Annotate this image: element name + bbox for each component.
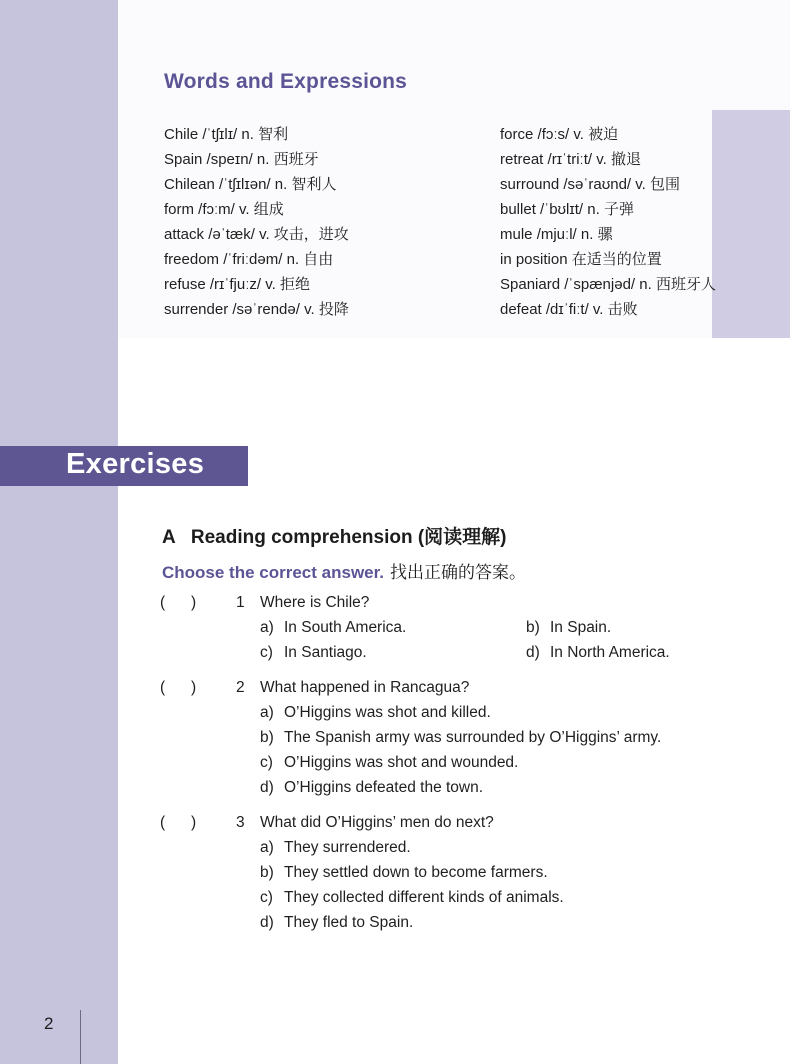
page-number-divider	[80, 1010, 81, 1064]
vocab-entry: form /fɔːm/ v. 组成	[164, 201, 284, 218]
question-stem	[160, 590, 760, 615]
answer-blank[interactable]: ( )	[160, 814, 197, 831]
words-title: Words and Expressions	[164, 70, 408, 93]
options-row	[160, 640, 760, 665]
vocab-entry: Spaniard /ˈspænjəd/ n. 西班牙人	[500, 276, 716, 293]
vocab-list-right	[500, 122, 770, 322]
background-left-strip	[0, 0, 118, 1064]
question-text: What did O’Higgins’ men do next?	[260, 814, 494, 831]
option-a: a) O’Higgins was shot and killed.	[260, 704, 491, 721]
vocab-entry: retreat /rɪˈtriːt/ v. 撤退	[500, 151, 641, 168]
exercises-heading: Exercises	[66, 448, 205, 480]
question-stem	[160, 810, 760, 835]
question-1	[160, 590, 760, 665]
question-3	[160, 810, 760, 935]
option-a: a) They surrendered.	[260, 839, 411, 856]
option-b: b) The Spanish army was surrounded by O’Higgins’ army.	[260, 729, 662, 746]
vocab-entry: Chile /ˈtʃɪlɪ/ n. 智利	[164, 126, 289, 143]
vocab-entry: attack /əˈtæk/ v. 攻击，进攻	[164, 226, 349, 243]
option-c: c) They collected different kinds of animals.	[260, 889, 564, 906]
vocab-entry: mule /mjuːl/ n. 骡	[500, 226, 613, 243]
vocab-entry: surrender /səˈrendə/ v. 投降	[164, 301, 349, 318]
section-a-heading: A Reading comprehension (阅读理解)	[162, 527, 507, 548]
option-b: b) They settled down to become farmers.	[260, 864, 548, 881]
option-d: d) O’Higgins defeated the town.	[260, 779, 484, 796]
vocab-entry: Chilean /ˈtʃɪlɪən/ n. 智利人	[164, 176, 337, 193]
instruction: Choose the correct answer. 找出正确的答案。	[162, 563, 527, 582]
answer-blank[interactable]: ( )	[160, 594, 197, 611]
vocab-entry: freedom /ˈfriːdəm/ n. 自由	[164, 251, 334, 268]
question-text: What happened in Rancagua?	[260, 679, 470, 696]
vocab-entry: force /fɔːs/ v. 被迫	[500, 126, 619, 143]
page-number: 2	[44, 1014, 54, 1033]
option-d: d) They fled to Spain.	[260, 914, 414, 931]
question-text: Where is Chile?	[260, 594, 370, 611]
options-row	[160, 615, 760, 640]
option-d: d) In North America.	[526, 644, 670, 661]
vocab-entry: refuse /rɪˈfjuːz/ v. 拒绝	[164, 276, 310, 293]
vocab-entry: surround /səˈraʊnd/ v. 包围	[500, 176, 681, 193]
vocab-entry: in position 在适当的位置	[500, 251, 662, 268]
option-c: c) In Santiago.	[260, 644, 367, 661]
option-a: a) In South America.	[260, 619, 407, 636]
vocab-entry: bullet /ˈbʊlɪt/ n. 子弹	[500, 201, 634, 218]
option-b: b) In Spain.	[526, 619, 612, 636]
option-c: c) O’Higgins was shot and wounded.	[260, 754, 519, 771]
vocab-entry: defeat /dɪˈfiːt/ v. 击败	[500, 301, 638, 318]
vocab-list-left	[164, 122, 464, 322]
question-stem	[160, 675, 760, 700]
answer-blank[interactable]: ( )	[160, 679, 197, 696]
question-number: 1	[236, 594, 245, 611]
vocab-entry: Spain /speɪn/ n. 西班牙	[164, 151, 319, 168]
question-2	[160, 675, 760, 800]
question-number: 2	[236, 679, 245, 696]
question-number: 3	[236, 814, 245, 831]
